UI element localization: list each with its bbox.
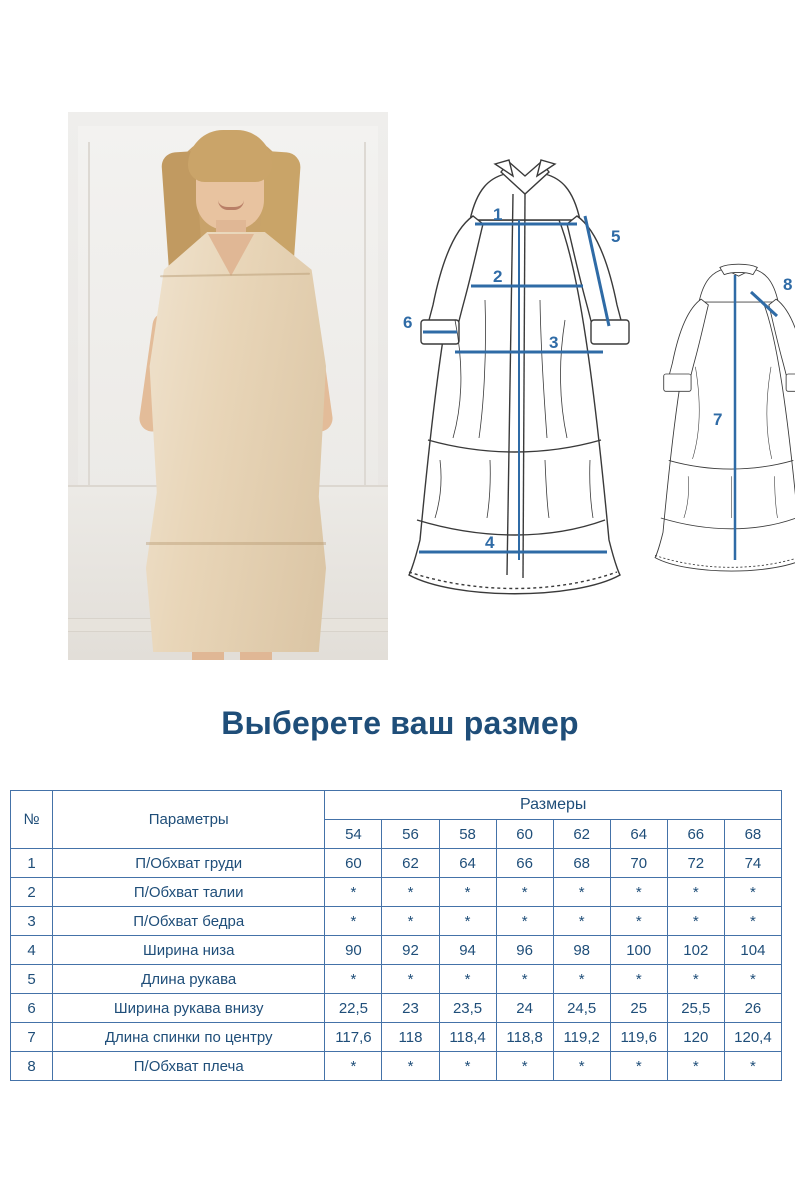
header-params: Параметры: [53, 791, 325, 849]
row-value: *: [667, 965, 724, 994]
row-value: *: [724, 907, 781, 936]
row-value: *: [553, 878, 610, 907]
row-value: 96: [496, 936, 553, 965]
row-param: Длина рукава: [53, 965, 325, 994]
header-size-62: 62: [553, 820, 610, 849]
row-value: *: [610, 878, 667, 907]
size-table: [10, 790, 782, 1081]
row-value: *: [496, 878, 553, 907]
row-value: *: [325, 1052, 382, 1081]
row-value: 68: [553, 849, 610, 878]
model-figure: [68, 112, 388, 660]
size-table-container: [10, 790, 790, 1081]
row-value: 70: [610, 849, 667, 878]
row-value: 25: [610, 994, 667, 1023]
row-value: 72: [667, 849, 724, 878]
row-value: 64: [439, 849, 496, 878]
row-value: *: [439, 965, 496, 994]
row-param: П/Обхват груди: [53, 849, 325, 878]
label-6: 6: [403, 313, 413, 332]
row-value: *: [610, 965, 667, 994]
table-header-row-1: [11, 791, 782, 820]
header-size-56: 56: [382, 820, 439, 849]
back-cuff-right: [786, 374, 795, 391]
row-value: *: [667, 1052, 724, 1081]
header-size-66: 66: [667, 820, 724, 849]
row-value: *: [724, 878, 781, 907]
row-num: 6: [11, 994, 53, 1023]
row-value: 24,5: [553, 994, 610, 1023]
row-value: 90: [325, 936, 382, 965]
row-value: 74: [724, 849, 781, 878]
row-param: П/Обхват бедра: [53, 907, 325, 936]
row-value: *: [553, 965, 610, 994]
row-value: 23,5: [439, 994, 496, 1023]
row-value: *: [325, 878, 382, 907]
sketch-svg: [395, 120, 795, 665]
row-value: 117,6: [325, 1023, 382, 1052]
row-param: Ширина рукава внизу: [53, 994, 325, 1023]
table-row: [11, 1052, 782, 1081]
row-value: *: [724, 965, 781, 994]
header-sizes-group: Размеры: [325, 791, 782, 820]
row-value: 119,2: [553, 1023, 610, 1052]
row-value: 66: [496, 849, 553, 878]
back-skirt: [655, 302, 795, 571]
header-size-58: 58: [439, 820, 496, 849]
label-8: 8: [783, 275, 793, 294]
technical-sketches: [395, 120, 795, 665]
row-value: 25,5: [667, 994, 724, 1023]
row-value: *: [439, 878, 496, 907]
page-title: Выберете ваш размер: [221, 705, 579, 741]
table-row: [11, 849, 782, 878]
row-param: П/Обхват плеча: [53, 1052, 325, 1081]
row-value: *: [496, 965, 553, 994]
label-4: 4: [485, 533, 495, 552]
row-value: *: [496, 907, 553, 936]
table-row: [11, 965, 782, 994]
row-value: *: [382, 907, 439, 936]
row-value: 24: [496, 994, 553, 1023]
dress-ruffle-seam: [146, 542, 326, 545]
row-value: *: [439, 907, 496, 936]
row-value: *: [325, 907, 382, 936]
back-view-sketch: [655, 264, 795, 571]
table-row: [11, 936, 782, 965]
label-7: 7: [713, 410, 723, 429]
row-value: 92: [382, 936, 439, 965]
table-row: [11, 878, 782, 907]
row-value: 98: [553, 936, 610, 965]
label-5: 5: [611, 227, 621, 246]
row-value: 119,6: [610, 1023, 667, 1052]
row-value: 94: [439, 936, 496, 965]
row-num: 5: [11, 965, 53, 994]
label-3: 3: [549, 333, 559, 352]
row-num: 1: [11, 849, 53, 878]
row-value: *: [439, 1052, 496, 1081]
row-param: Ширина низа: [53, 936, 325, 965]
row-value: *: [382, 1052, 439, 1081]
label-2: 2: [493, 267, 503, 286]
header-size-64: 64: [610, 820, 667, 849]
row-num: 7: [11, 1023, 53, 1052]
back-shoulders: [699, 269, 778, 302]
row-value: *: [667, 878, 724, 907]
row-value: *: [553, 1052, 610, 1081]
header-size-68: 68: [724, 820, 781, 849]
row-value: 102: [667, 936, 724, 965]
row-value: *: [610, 907, 667, 936]
row-value: 22,5: [325, 994, 382, 1023]
row-value: *: [496, 1052, 553, 1081]
row-value: 62: [382, 849, 439, 878]
row-value: *: [667, 907, 724, 936]
row-value: 120: [667, 1023, 724, 1052]
label-1: 1: [493, 205, 503, 224]
dress-shading: [146, 232, 326, 652]
header-size-54: 54: [325, 820, 382, 849]
row-value: *: [325, 965, 382, 994]
row-value: 100: [610, 936, 667, 965]
row-num: 3: [11, 907, 53, 936]
row-value: *: [382, 965, 439, 994]
row-value: 118: [382, 1023, 439, 1052]
row-value: *: [610, 1052, 667, 1081]
back-cuff-left: [664, 374, 691, 391]
row-num: 2: [11, 878, 53, 907]
hair-front: [188, 130, 272, 182]
row-value: *: [553, 907, 610, 936]
model-photo: [68, 112, 388, 660]
row-value: 118,8: [496, 1023, 553, 1052]
row-value: 26: [724, 994, 781, 1023]
row-value: *: [382, 878, 439, 907]
table-row: [11, 994, 782, 1023]
row-param: Длина спинки по центру: [53, 1023, 325, 1052]
row-value: *: [724, 1052, 781, 1081]
table-row: [11, 907, 782, 936]
row-value: 23: [382, 994, 439, 1023]
row-value: 118,4: [439, 1023, 496, 1052]
row-num: 8: [11, 1052, 53, 1081]
table-row: [11, 1023, 782, 1052]
row-value: 104: [724, 936, 781, 965]
header-size-60: 60: [496, 820, 553, 849]
back-collar: [720, 264, 757, 274]
row-value: 120,4: [724, 1023, 781, 1052]
row-num: 4: [11, 936, 53, 965]
header-num: №: [11, 791, 53, 849]
row-param: П/Обхват талии: [53, 878, 325, 907]
row-value: 60: [325, 849, 382, 878]
